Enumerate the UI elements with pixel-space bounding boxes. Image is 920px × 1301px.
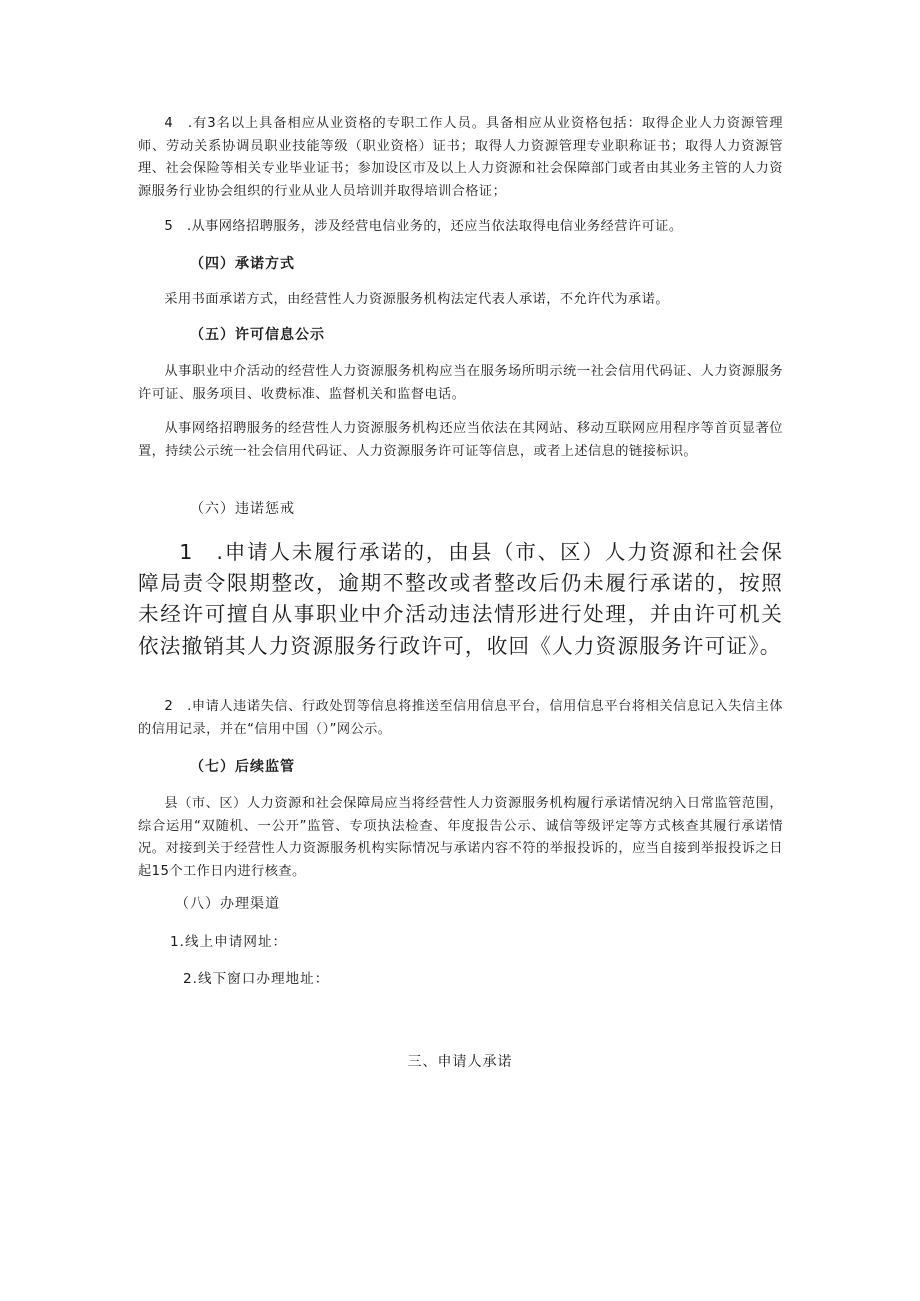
section-6-heading: （六）违诺惩戒 [190,501,295,517]
section-8-item-2: 2.线下窗口办理地址： [183,971,330,987]
part-3-title: 三、申请人承诺 [407,1054,513,1070]
section-5-body-1: 从事职业中介活动的经营性人力资源服务机构应当在服务场所明示统一社会信用代码证、人力资源服务许可证、服务项目、收费标准、监督机关和监督电话。 [138,364,783,402]
section-5-heading: （五）许可信息公示 [190,327,325,343]
section-5-body-2: 从事网络招聘服务的经营性人力资源服务机构还应当依法在其网站、移动互联网应用程序等首页显著位置，持续公示统一社会信用代码证、人力资源服务许可证等信息，或者上述信息的链接标识。 [138,421,783,459]
section-8-heading: （八）办理渠道 [175,896,280,912]
section-4-heading: （四）承诺方式 [190,256,295,272]
section-7-body: 县（市、区）人力资源和社会保障局应当将经营性人力资源服务机构履行承诺情况纳入日常监管范围，综合运用“双随机、一公开”监管、专项执法检查、年度报告公示、诚信等级评定等方式核查其履行承诺情况。对接到关于经营性人力资源服务机构实际情况与承诺内容不符的举报投诉的，应当自接到举报投诉之日起15个工作日内进行核查。 [138,796,783,879]
section-6-item-1: 1 .申请人未履行承诺的，由县（市、区）人力资源和社会保障局责令限期整改，逾期不整改或者整改后仍未履行承诺的，按照未经许可擅自从事职业中介活动违法情形进行处理，并由许可机关依法撤销其人力资源服务行政许可，收回《人力资源服务许可证》。 [138,540,783,658]
section-6-item-2: 2 .申请人违诺失信、行政处罚等信息将推送至信用信息平台，信用信息平台将相关信息记入失信主体的信用记录，并在“信用中国（）”网公示。 [138,699,783,737]
section-7-heading: （七）后续监管 [190,759,295,775]
paragraph-item-4: 4 .有3名以上具备相应从业资格的专职工作人员。具备相应从业资格包括：取得企业人力资源管理师、劳动关系协调员职业技能等级（职业资格）证书；取得人力资源管理专业职称证书；取得人力资源管理、社会保险等相关专业毕业证书；参加设区市及以上人力资源和社会保障部门或者由其业务主管的人力资源服务行业协会组织的行业从业人员培训并取得培训合格证； [138,116,783,199]
section-8-item-1: 1.线上申请网址： [170,934,288,950]
section-4-body: 采用书面承诺方式，由经营性人力资源服务机构法定代表人承诺，不允许代为承诺。 [164,292,669,307]
paragraph-item-5: 5 .从事网络招聘服务，涉及经营电信业务的，还应当依法取得电信业务经营许可证。 [164,219,683,234]
